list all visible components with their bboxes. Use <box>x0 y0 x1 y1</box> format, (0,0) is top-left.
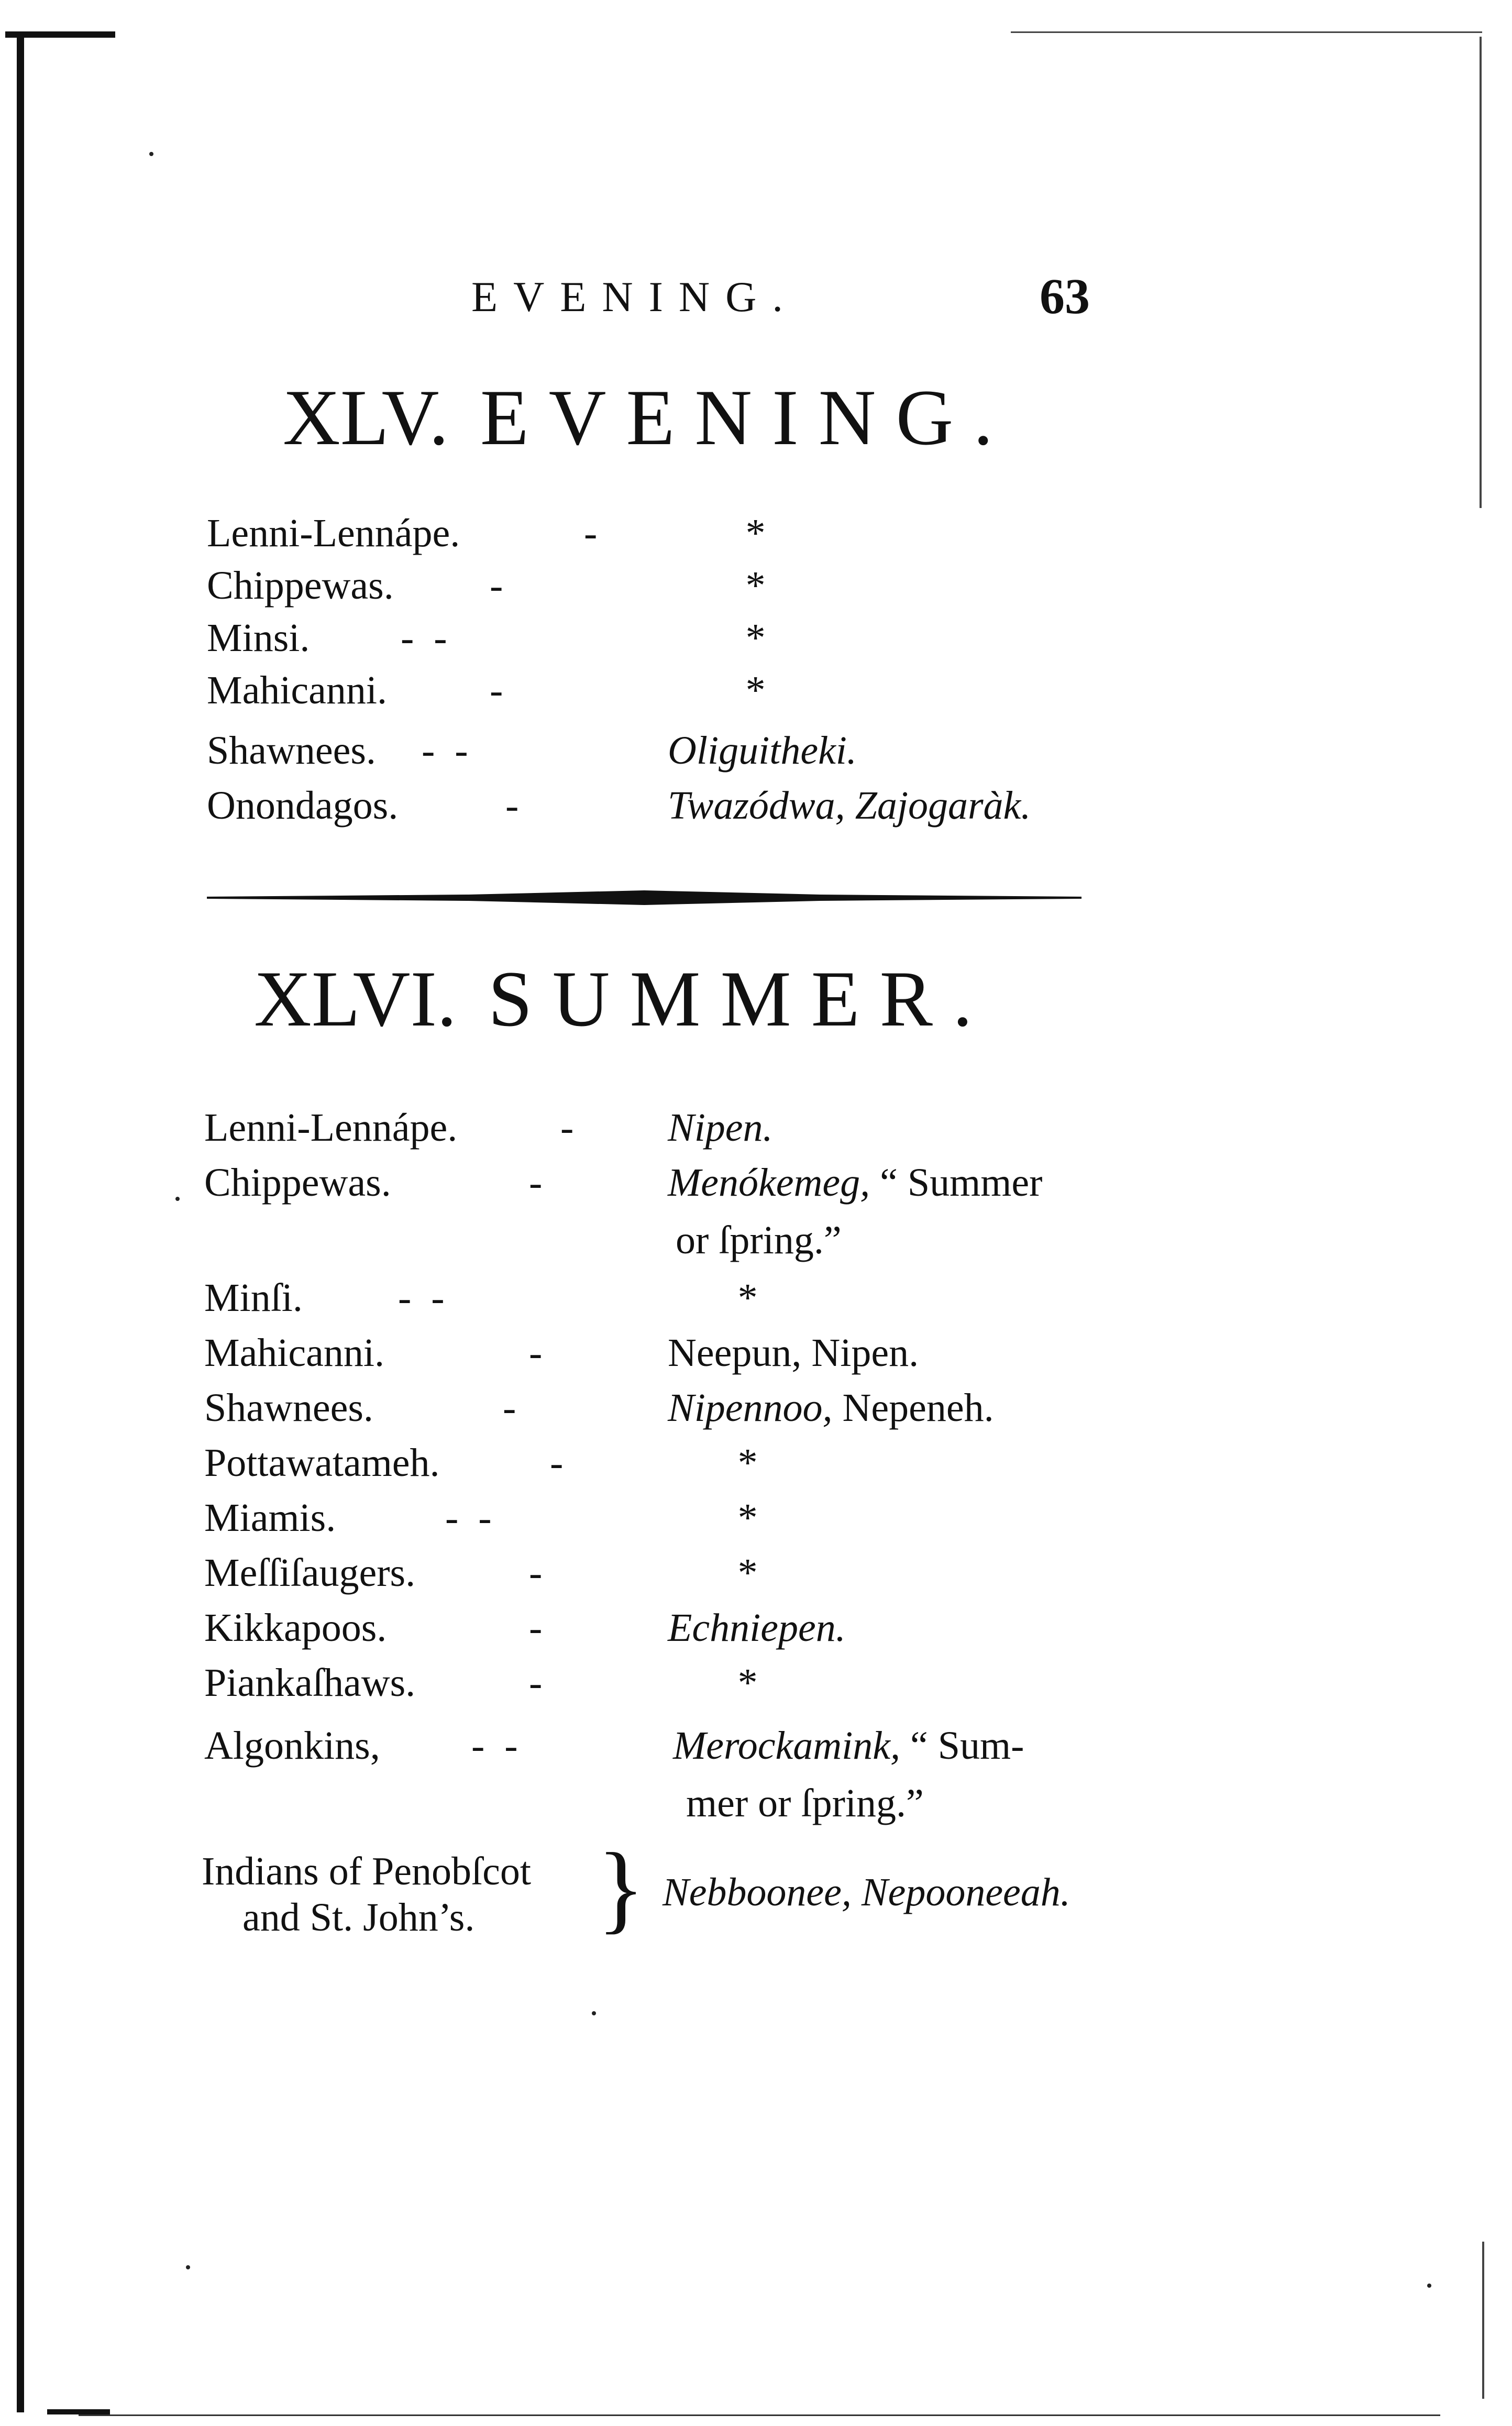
language-name: Indians of Penobſcot <box>202 1849 532 1893</box>
language-name: Lenni-Lennápe. <box>207 511 460 555</box>
page-edge-top-cap <box>5 31 115 38</box>
leader-dash: - <box>529 1661 543 1705</box>
scan-speck <box>1427 2284 1431 2288</box>
language-name: Shawnees. <box>204 1386 373 1430</box>
word <box>673 1723 1024 1769</box>
leader-dash: - <box>550 1441 564 1485</box>
word-continuation: or ſpring.” <box>676 1218 842 1262</box>
section-number: XLV. <box>283 373 449 461</box>
word: Nipen. <box>668 1106 773 1150</box>
leader-dash: - <box>490 564 503 608</box>
leader-dash: - <box>529 1551 543 1595</box>
language-name: Lenni-Lennápe. <box>204 1106 458 1150</box>
language-name: Onondagos. <box>207 784 399 828</box>
language-name: Meſſiſaugers. <box>204 1551 416 1595</box>
running-head: EVENING. <box>471 273 799 321</box>
word: * <box>736 1496 756 1540</box>
word-gloss: “ Summer <box>870 1161 1043 1205</box>
language-name: Algonkins, <box>204 1724 380 1768</box>
leader-dash: - <box>490 668 503 712</box>
section-word: EVENING. <box>480 373 1013 461</box>
leader-dash: - <box>503 1386 516 1430</box>
page-edge-left <box>17 35 24 2412</box>
word: * <box>744 511 764 555</box>
word: Nebboonee, Nepooneeah. <box>663 1870 1070 1914</box>
word: * <box>744 668 764 712</box>
word: Oliguitheki. <box>668 729 857 773</box>
leader-dash: - <box>529 1161 543 1205</box>
page-edge-bottom-cap <box>47 2409 110 2414</box>
word-continuation: mer or ſpring.” <box>686 1781 924 1825</box>
brace-glyph: } <box>597 1833 645 1943</box>
word-gloss: “ Sum- <box>900 1724 1024 1768</box>
section-title-evening <box>283 372 1013 463</box>
word: Echniepen. <box>668 1606 846 1650</box>
leader-dash: - <box>529 1331 543 1375</box>
leader-dash: - <box>529 1606 543 1650</box>
leader-dash: - - <box>471 1724 518 1768</box>
leader-dash: - <box>584 511 598 555</box>
language-name: Chippewas. <box>204 1161 391 1205</box>
word: * <box>736 1661 756 1705</box>
word-italic: Merockamink, <box>673 1724 900 1768</box>
section-number: XLVI. <box>254 955 457 1043</box>
word: * <box>744 616 764 660</box>
language-name: Mahicanni. <box>204 1331 385 1375</box>
page-number: 63 <box>1040 268 1090 324</box>
language-name: Shawnees. <box>207 729 376 773</box>
scan-speck <box>175 1197 180 1201</box>
section-divider <box>207 890 1081 905</box>
language-name: Minsi. <box>207 616 310 660</box>
word-italic: Nipennoo, <box>668 1386 833 1430</box>
word-italic: Menókemeg, <box>668 1161 870 1205</box>
scan-speck <box>186 2265 190 2269</box>
word <box>668 1160 1042 1206</box>
word: * <box>744 564 764 608</box>
page-edge-top <box>1011 31 1482 33</box>
leader-dash: - <box>505 784 519 828</box>
language-name: Miamis. <box>204 1496 336 1540</box>
page-edge-right-lower <box>1482 2242 1484 2399</box>
language-name: Kikkapoos. <box>204 1606 387 1650</box>
word: Neepun, Nipen. <box>668 1331 919 1375</box>
word: * <box>736 1551 756 1595</box>
page-edge-bottom <box>79 2414 1440 2416</box>
leader-dash: - - <box>445 1496 492 1540</box>
section-word: SUMMER. <box>488 955 992 1043</box>
language-name: Piankaſhaws. <box>204 1661 416 1705</box>
leader-dash: - - <box>398 1276 445 1320</box>
word: Twazódwa, Zajogaràk. <box>668 784 1031 828</box>
scan-speck <box>592 2011 596 2015</box>
section-title-summer <box>254 953 992 1044</box>
leader-dash: - - <box>401 616 447 660</box>
language-name-continuation: and St. John’s. <box>242 1895 475 1939</box>
word <box>668 1385 994 1431</box>
language-name: Mahicanni. <box>207 668 388 712</box>
word: * <box>736 1276 756 1320</box>
leader-dash: - <box>560 1106 574 1150</box>
page-edge-right <box>1480 37 1482 508</box>
word-plain: Nepeneh. <box>832 1386 994 1430</box>
language-name: Chippewas. <box>207 564 394 608</box>
language-name: Minſi. <box>204 1276 303 1320</box>
word: * <box>736 1441 756 1485</box>
language-name: Pottawatameh. <box>204 1441 440 1485</box>
scan-speck <box>149 152 153 156</box>
leader-dash: - - <box>422 729 468 773</box>
